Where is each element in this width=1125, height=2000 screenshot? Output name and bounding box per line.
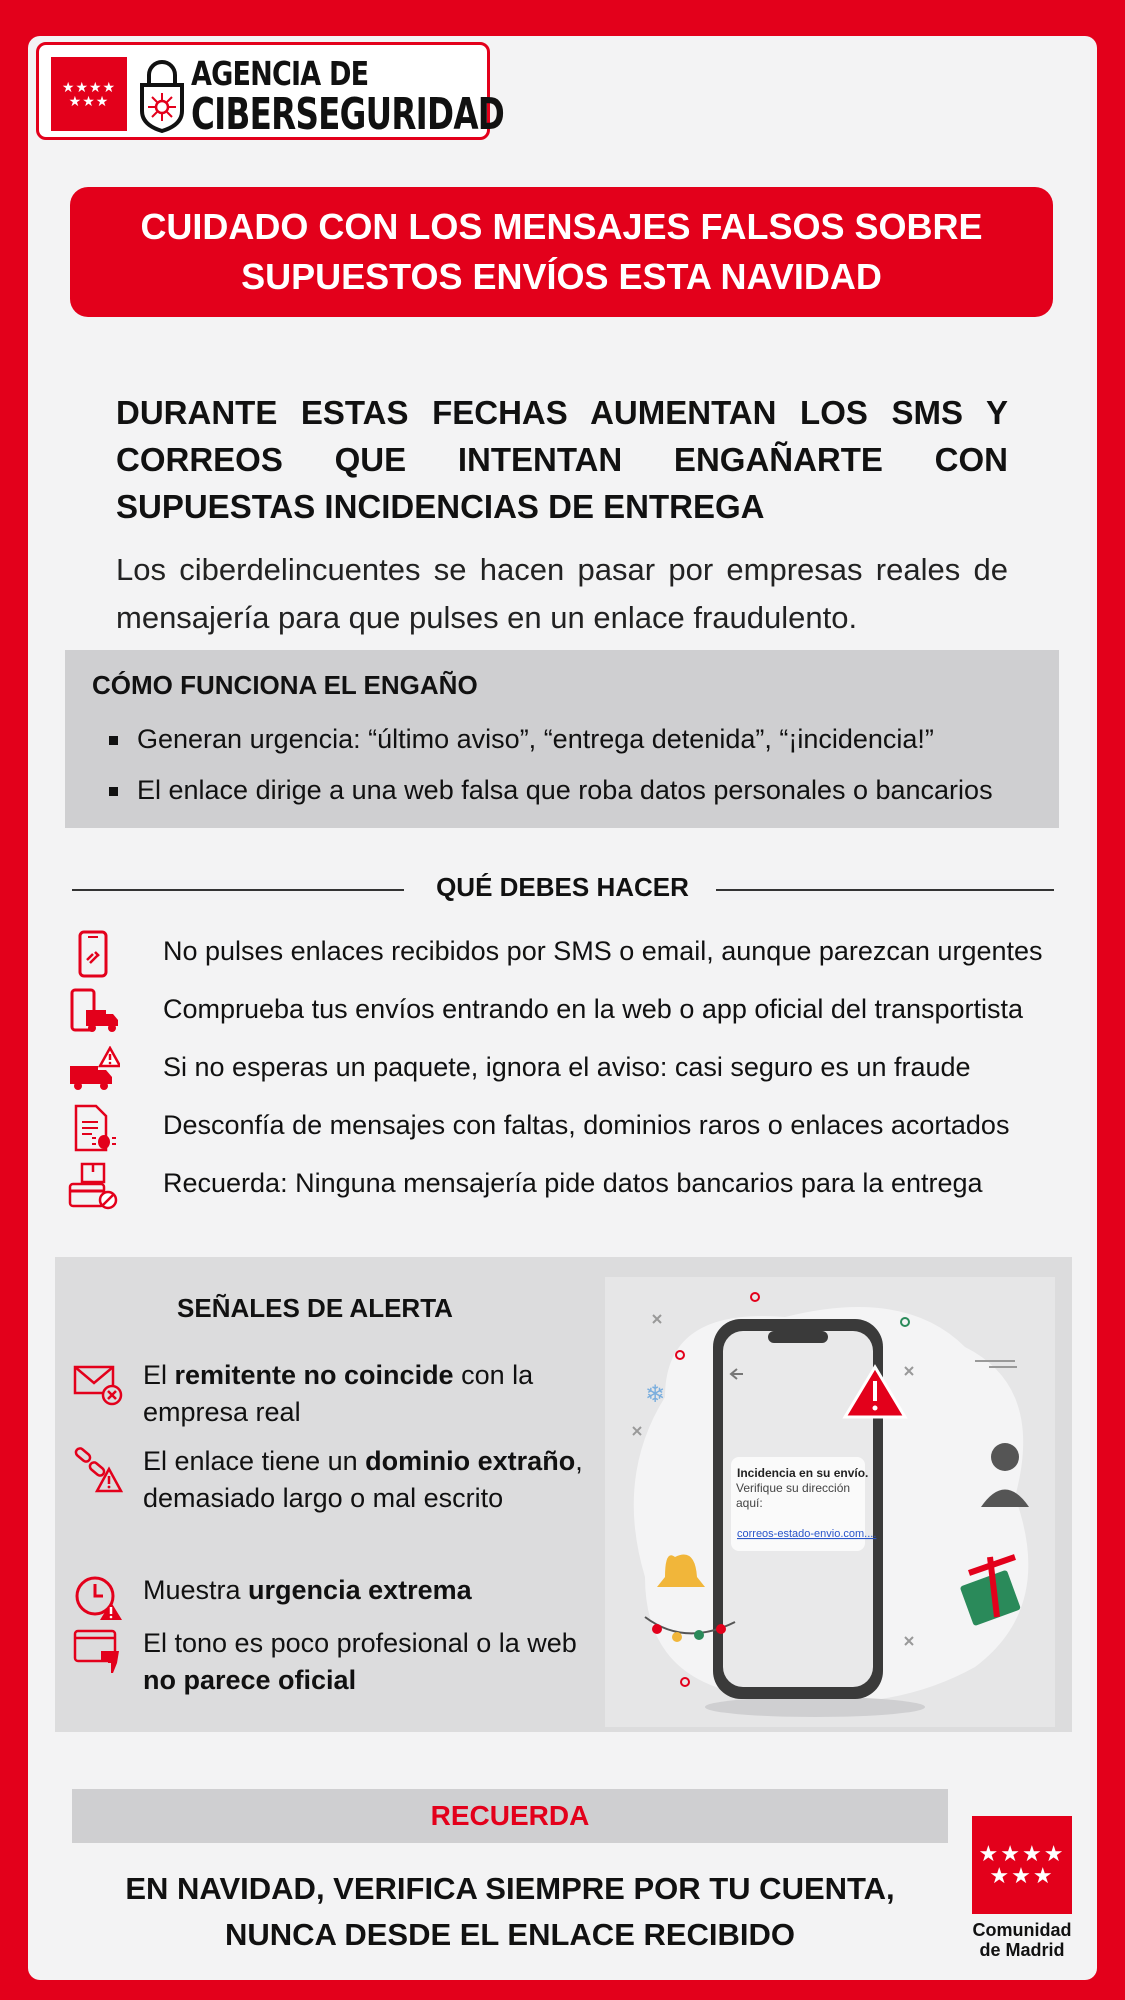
package-card-icon [68, 1162, 120, 1210]
name-line1: Comunidad [972, 1920, 1072, 1940]
list-item [68, 1042, 1088, 1100]
flag-stars-bottom: ★★★ [989, 1863, 1055, 1888]
list-item [68, 984, 1088, 1042]
comunidad-madrid-logo [972, 1816, 1072, 1960]
title-line1: CUIDADO CON LOS MENSAJES FALSOS SOBRE [140, 206, 983, 247]
agency-name-line1: AGENCIA DE [191, 54, 369, 93]
intro-paragraph: Los ciberdelincuentes se hacen pasar por empresas reales de mensajería para que pulses en un enlace fraudulento. [116, 552, 1008, 635]
closing-line2: NUNCA DESDE EL ENLACE RECIBIDO [224, 1917, 796, 1952]
title-banner [70, 187, 1053, 317]
warning-text: El tono es poco profesional o la web no parece oficial [143, 1628, 577, 1695]
todo-text: No pulses enlaces recibidos por SMS o email, aunque parezcan urgentes [163, 936, 1043, 966]
truck-warning-icon [68, 1046, 120, 1094]
name-line2: de Madrid [979, 1940, 1065, 1960]
warning-text: El enlace tiene un dominio extraño, demasiado largo o mal escrito [143, 1446, 583, 1513]
clock-warning-icon [73, 1574, 123, 1622]
infographic-card [28, 36, 1097, 1980]
list-item: Generan urgencia: “último aviso”, “entrega detenida”, “¡incidencia!” [109, 714, 993, 765]
how-it-works-panel [65, 650, 1059, 828]
madrid-flag-icon [972, 1816, 1072, 1914]
padlock-icon [137, 53, 187, 133]
comunidad-madrid-name [972, 1920, 1072, 1960]
warning-text: Muestra urgencia extrema [143, 1575, 472, 1605]
remember-label: RECUERDA [72, 1789, 948, 1843]
todo-text: Si no esperas un paquete, ignora el aviso: casi seguro es un fraude [163, 1052, 971, 1082]
phone-scam-illustration [605, 1277, 1055, 1727]
todo-text: Comprueba tus envíos entrando en la web o app oficial del transportista [163, 994, 1024, 1024]
svg-text:❄: ❄ [645, 1380, 666, 1408]
list-item: El enlace dirige a una web falsa que roba datos personales o bancarios [109, 765, 993, 816]
agency-logo [36, 42, 505, 140]
what-to-do-list [68, 926, 1088, 1216]
phone-message-title: Incidencia en su envío. [737, 1466, 869, 1480]
phone-truck-icon [68, 988, 120, 1036]
agency-name [191, 54, 614, 140]
todo-text: Recuerda: Ninguna mensajería pide datos bancarios para la entrega [163, 1168, 983, 1198]
how-it-works-title: CÓMO FUNCIONA EL ENGAÑO [92, 670, 478, 700]
browser-thumbs-down-icon [73, 1627, 123, 1675]
broken-link-icon [73, 1445, 123, 1493]
list-item [68, 1158, 1088, 1216]
flag-stars-bottom: ★★★ [68, 93, 110, 109]
flag-stars-top: ★★★★ [978, 1841, 1066, 1866]
lead-heading: DURANTE ESTAS FECHAS AUMENTAN LOS SMS Y CORREOS QUE INTENTAN ENGAÑARTE CON SUPUESTAS INCIDENCIAS DE ENTREGA [116, 394, 1008, 525]
flag-stars-top: ★★★★ [61, 79, 117, 95]
madrid-flag-icon [51, 57, 127, 131]
phone-message-body: Verifique su dirección aquí: [736, 1481, 851, 1510]
closing-message [72, 1866, 948, 1958]
mail-x-icon [73, 1359, 123, 1407]
warning-signs-panel [55, 1257, 1072, 1732]
phone-message-link: correos-estado-envio.com.... [737, 1528, 877, 1540]
agency-name-line2: CIBERSEGURIDAD [191, 89, 505, 140]
todo-text: Desconfía de mensajes con faltas, dominios raros o enlaces acortados [163, 1110, 1010, 1140]
list-item [68, 1100, 1088, 1158]
how-it-works-list [109, 714, 993, 816]
warning-text: El remitente no coincide con la empresa real [143, 1360, 534, 1427]
warning-signs-title: SEÑALES DE ALERTA [177, 1293, 453, 1323]
list-item [68, 926, 1088, 984]
document-bug-icon [68, 1104, 120, 1152]
what-to-do-title: QUÉ DEBES HACER [436, 872, 689, 902]
title-line2: SUPUESTOS ENVÍOS ESTA NAVIDAD [241, 256, 882, 297]
phone-link-icon [68, 930, 120, 978]
closing-line1: EN NAVIDAD, VERIFICA SIEMPRE POR TU CUENTA, [125, 1871, 895, 1906]
